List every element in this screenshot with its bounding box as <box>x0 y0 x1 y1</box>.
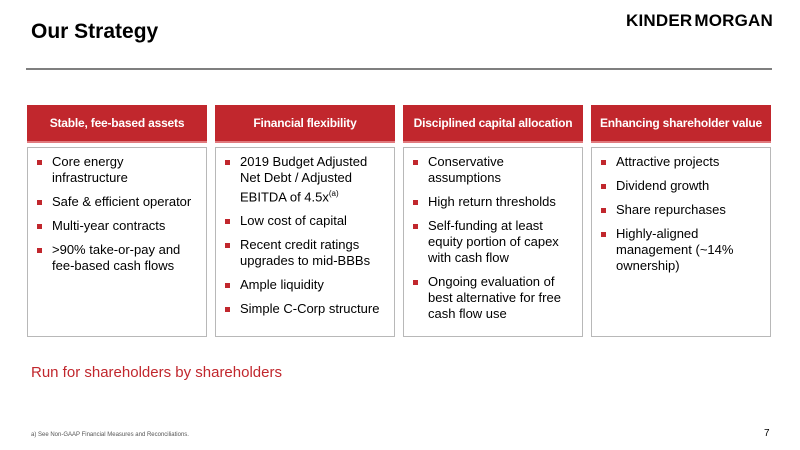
bullet-item: Highly-aligned management (~14% ownership) <box>598 226 764 274</box>
bullet-item: Self-funding at least equity portion of capex with cash flow <box>410 218 576 266</box>
column-body <box>403 147 583 337</box>
bullet-list <box>598 154 764 274</box>
strategy-column <box>591 105 771 337</box>
strategy-column <box>27 105 207 337</box>
bullet-text: 2019 Budget Adjusted Net Debt / Adjusted EBITDA of 4.5x <box>240 154 368 205</box>
tagline: Run for shareholders by shareholders <box>31 364 282 381</box>
page-title: Our Strategy <box>31 20 159 43</box>
bullet-item: Core energy infrastructure <box>34 154 200 186</box>
bullet-item: Safe & efficient operator <box>34 194 200 210</box>
page-number: 7 <box>764 428 770 439</box>
column-header: Financial flexibility <box>215 105 395 143</box>
kinder-morgan-logo <box>626 10 772 32</box>
bullet-item: Low cost of capital <box>222 213 388 229</box>
bullet-item: Dividend growth <box>598 178 764 194</box>
column-header: Enhancing shareholder value <box>591 105 771 143</box>
bullet-item: Attractive projects <box>598 154 764 170</box>
footnote-marker: (a) <box>328 189 339 198</box>
column-body <box>215 147 395 337</box>
logo-text-left: KINDER <box>626 11 693 30</box>
column-header: Disciplined capital allocation <box>403 105 583 143</box>
strategy-column <box>215 105 395 337</box>
bullet-item: Simple C-Corp structure <box>222 301 388 317</box>
title-divider <box>26 68 772 70</box>
bullet-item: >90% take-or-pay and fee-based cash flows <box>34 242 200 274</box>
column-body <box>27 147 207 337</box>
bullet-item: Ongoing evaluation of best alternative for free cash flow use <box>410 274 576 322</box>
column-body <box>591 147 771 337</box>
bullet-item: Conservative assumptions <box>410 154 576 186</box>
bullet-item <box>222 154 388 205</box>
bullet-item: Recent credit ratings upgrades to mid-BBBs <box>222 237 388 269</box>
bullet-item: High return thresholds <box>410 194 576 210</box>
bullet-item: Ample liquidity <box>222 277 388 293</box>
strategy-columns <box>27 105 771 337</box>
bullet-list <box>222 154 388 317</box>
column-header: Stable, fee-based assets <box>27 105 207 143</box>
bullet-list <box>34 154 200 274</box>
bullet-list <box>410 154 576 322</box>
footnote: a) See Non-GAAP Financial Measures and Reconciliations. <box>31 432 189 438</box>
bullet-item: Share repurchases <box>598 202 764 218</box>
logo-text-right: MORGAN <box>694 11 774 30</box>
strategy-column <box>403 105 583 337</box>
bullet-item: Multi-year contracts <box>34 218 200 234</box>
